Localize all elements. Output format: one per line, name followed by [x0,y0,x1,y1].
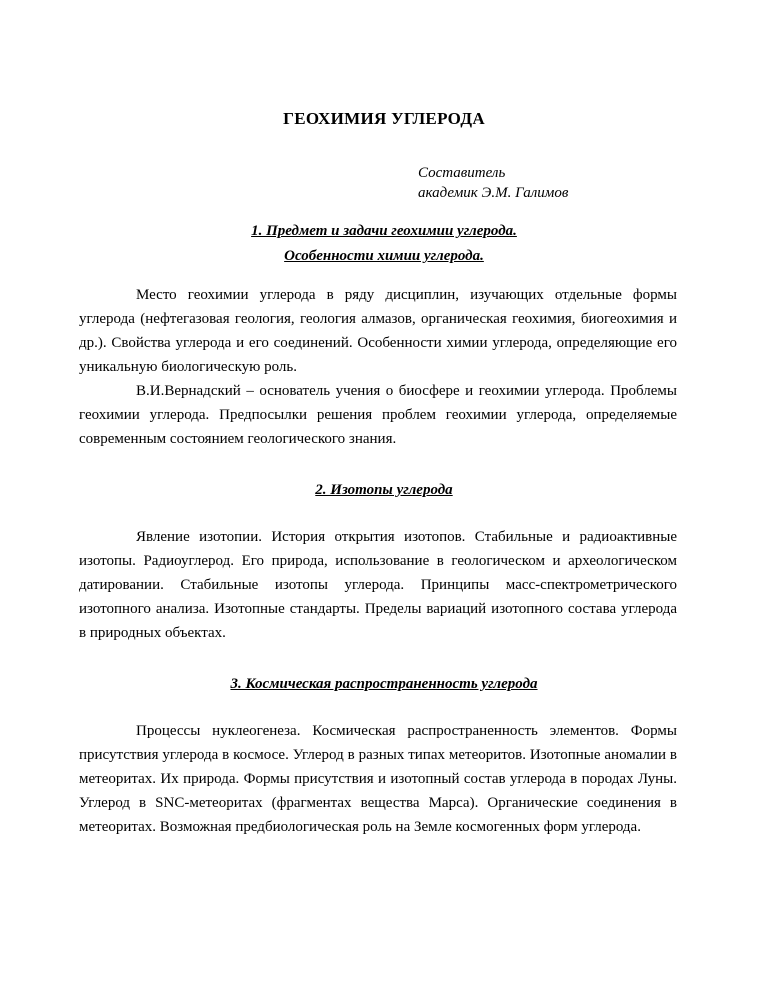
section-2-paragraph-1: Явление изотопии. История открытия изотопов. Стабильные и радиоактивные изотопы. Радиоуглерод. Его природа, использование в геологическом и археологическом датировании. Стабильные изотопы углерода. Принципы масс-спектрометрического изотопного анализа. Изотопные стандарты. Пределы вариаций изотопного состава углерода в природных объектах. [79,529,677,641]
document-title: ГЕОХИМИЯ УГЛЕРОДА [283,109,485,128]
section-3-paragraph-1: Процессы нуклеогенеза. Космическая распространенность элементов. Формы присутствия углерода в космосе. Углерод в разных типах метеоритов. Изотопные аномалии в метеоритах. Их природа. Формы присутствия и изотопный состав углерода в породах Луны. Углерод в SNC-метеоритах (фрагментах вещества Марса). Органические соединения в метеоритах. Возможная предбиологическая роль на Земле космогенных форм углерода. [79,723,677,835]
section-1-heading-line2: Особенности химии углерода. [284,248,484,264]
section-1-heading-line1: 1. Предмет и задачи геохимии углерода. [251,223,517,239]
compiler-block [418,163,568,203]
section-1-paragraph-1: Место геохимии углерода в ряду дисциплин, изучающих отдельные формы углерода (нефтегазовая геология, геология алмазов, органическая геохимия, биогеохимия и др.). Свойства углерода и его соединений. Особенности химии углерода, определяющие его уникальную биологическую роль. [79,287,677,375]
compiler-name: академик Э.М. Галимов [418,185,569,201]
compiler-label: Составитель [418,165,506,181]
section-1-paragraph-2: В.И.Вернадский – основатель учения о биосфере и геохимии углерода. Проблемы геохимии углерода. Предпосылки решения проблем геохимии углерода, определяемые современным состоянием геологического знания. [79,383,677,447]
section-3-heading: 3. Космическая распространенность углерода [230,676,538,692]
section-2-heading: 2. Изотопы углерода [315,482,453,498]
